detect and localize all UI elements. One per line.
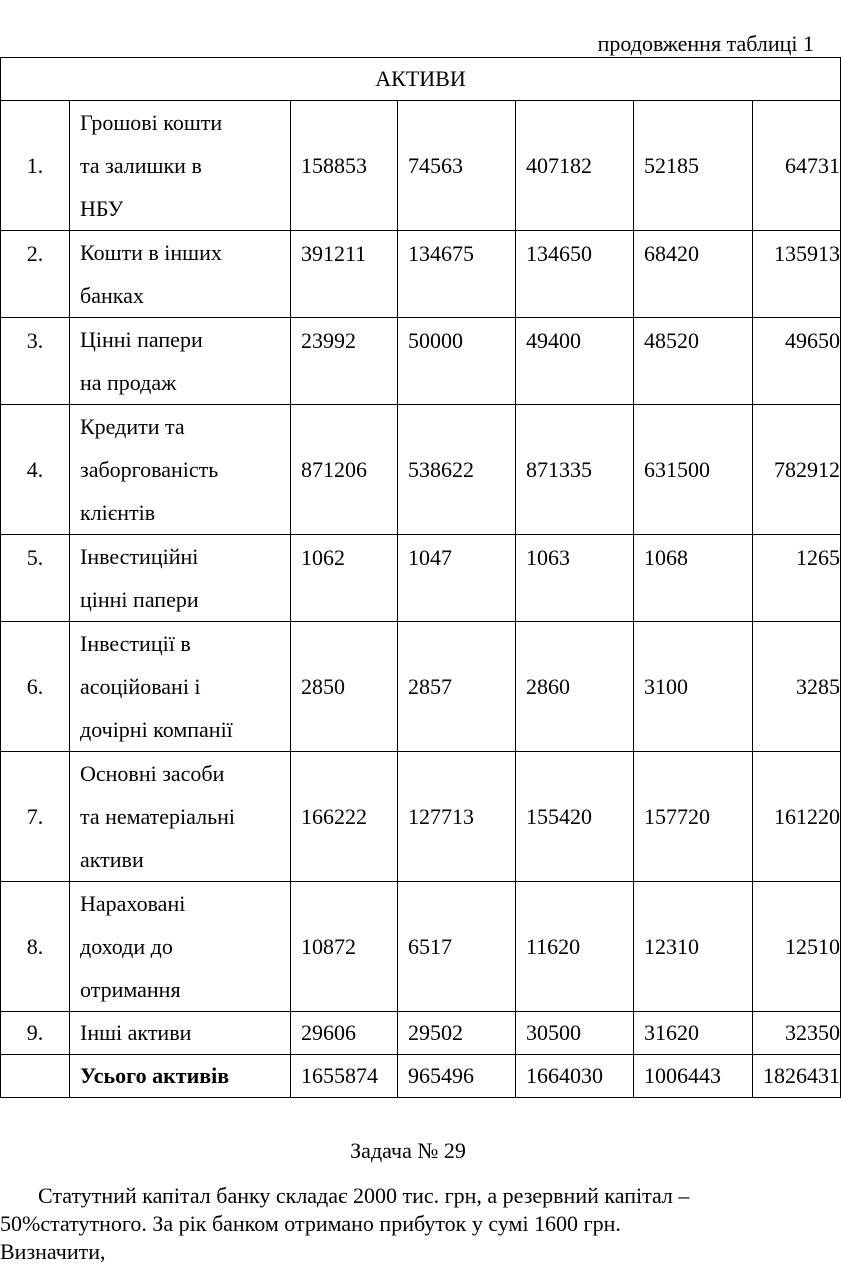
task-text: [0, 1182, 810, 1266]
table-cell: 158853: [291, 101, 398, 231]
table-cell: 134675: [398, 231, 516, 318]
table-cell: 6517: [398, 882, 516, 1012]
row-number: 7.: [1, 752, 70, 882]
table-cell: 155420: [516, 752, 634, 882]
table-row: [1, 1012, 841, 1055]
total-number-cell: [1, 1055, 70, 1098]
table-cell: 31620: [634, 1012, 753, 1055]
total-cell: 965496: [398, 1055, 516, 1098]
table-row: [1, 101, 841, 231]
task-text-line: Статутний капітал банку складає 2000 тис. грн, а резервний капітал –: [38, 1183, 690, 1208]
table-cell: 3100: [634, 622, 753, 752]
table-cell: 1265: [753, 535, 841, 622]
row-name: Нараховані доходи до отримання: [70, 882, 291, 1012]
row-number: 3.: [1, 318, 70, 405]
task-title: Задача № 29: [350, 1138, 466, 1163]
row-number: 5.: [1, 535, 70, 622]
table-cell: 631500: [634, 405, 753, 535]
row-number: 6.: [1, 622, 70, 752]
row-number: 2.: [1, 231, 70, 318]
table-cell: 12310: [634, 882, 753, 1012]
table-cell: 32350: [753, 1012, 841, 1055]
assets-table-body: [1, 58, 841, 1098]
row-number: 4.: [1, 405, 70, 535]
table-row: [1, 752, 841, 882]
row-name: Цінні папери на продаж: [70, 318, 291, 405]
section-header-row: [1, 58, 841, 101]
row-name: Кошти в інших банках: [70, 231, 291, 318]
total-label: Усього активів: [70, 1055, 291, 1098]
row-name: Грошові кошти та залишки в НБУ: [70, 101, 291, 231]
table-cell: 1068: [634, 535, 753, 622]
table-cell: 166222: [291, 752, 398, 882]
table-cell: 50000: [398, 318, 516, 405]
total-cell: 1006443: [634, 1055, 753, 1098]
table-row: [1, 882, 841, 1012]
table-cell: 68420: [634, 231, 753, 318]
table-cell: 407182: [516, 101, 634, 231]
table-cell: 64731: [753, 101, 841, 231]
table-cell: 157720: [634, 752, 753, 882]
row-name: Інші активи: [70, 1012, 291, 1055]
table-continuation-caption: продовження таблиці 1: [597, 31, 814, 56]
table-cell: 10872: [291, 882, 398, 1012]
table-cell: 2857: [398, 622, 516, 752]
table-cell: 49650: [753, 318, 841, 405]
table-cell: 1047: [398, 535, 516, 622]
table-cell: 52185: [634, 101, 753, 231]
table-cell: 49400: [516, 318, 634, 405]
row-name: Інвестиції в асоційовані і дочірні компанії: [70, 622, 291, 752]
row-number: 1.: [1, 101, 70, 231]
table-row: [1, 622, 841, 752]
table-cell: 29502: [398, 1012, 516, 1055]
task-text-line: Визначити,: [0, 1239, 106, 1264]
table-row: [1, 231, 841, 318]
table-cell: 29606: [291, 1012, 398, 1055]
total-row: [1, 1055, 841, 1098]
table-cell: 12510: [753, 882, 841, 1012]
table-cell: 134650: [516, 231, 634, 318]
table-cell: 2860: [516, 622, 634, 752]
table-cell: 30500: [516, 1012, 634, 1055]
row-number: 9.: [1, 1012, 70, 1055]
table-cell: 135913: [753, 231, 841, 318]
assets-table: [0, 57, 841, 1098]
table-row: [1, 535, 841, 622]
table-cell: 127713: [398, 752, 516, 882]
table-row: [1, 405, 841, 535]
total-cell: 1655874: [291, 1055, 398, 1098]
table-cell: 11620: [516, 882, 634, 1012]
table-cell: 3285: [753, 622, 841, 752]
table-cell: 1062: [291, 535, 398, 622]
table-cell: 161220: [753, 752, 841, 882]
row-number: 8.: [1, 882, 70, 1012]
row-name: Інвестиційні цінні папери: [70, 535, 291, 622]
table-cell: 48520: [634, 318, 753, 405]
table-cell: 782912: [753, 405, 841, 535]
table-cell: 871206: [291, 405, 398, 535]
table-cell: 871335: [516, 405, 634, 535]
row-name: Основні засоби та нематеріальні активи: [70, 752, 291, 882]
total-cell: 1826431: [753, 1055, 841, 1098]
table-cell: 2850: [291, 622, 398, 752]
table-cell: 74563: [398, 101, 516, 231]
section-header-assets: АКТИВИ: [1, 58, 841, 101]
total-cell: 1664030: [516, 1055, 634, 1098]
table-cell: 391211: [291, 231, 398, 318]
table-row: [1, 318, 841, 405]
row-name: Кредити та заборгованість клієнтів: [70, 405, 291, 535]
table-cell: 1063: [516, 535, 634, 622]
task-text-line: 50%статутного. За рік банком отримано прибуток у сумі 1600 грн.: [0, 1211, 621, 1236]
table-cell: 23992: [291, 318, 398, 405]
table-cell: 538622: [398, 405, 516, 535]
